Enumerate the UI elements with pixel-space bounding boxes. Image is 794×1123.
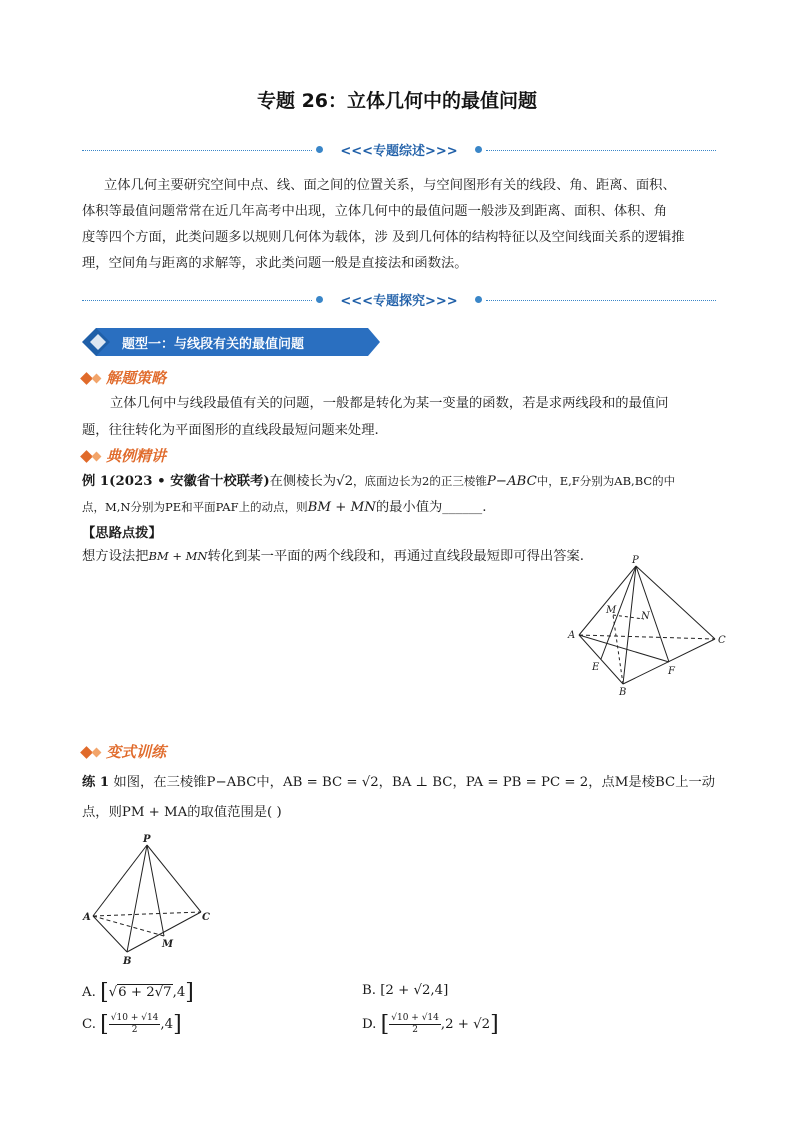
pyramid-figure-2	[80, 830, 220, 970]
section-label-overview: <<<专题综述>>>	[340, 144, 458, 159]
exercise-line-1: 练 1 如图，在三棱锥P−ABC中，AB = BC = √2，BA ⊥ BC，PA = PB = PC = 2，点M是棱BC上一动	[82, 775, 716, 790]
label-P: P	[632, 555, 639, 566]
strategy-line: 立体几何中与线段最值有关的问题，一般都是转化为某一变量的函数，若是求两线段和的最值问	[110, 396, 669, 411]
diamond-icon	[92, 748, 102, 758]
pyramid-figure-1	[560, 552, 730, 702]
intro-line: 度等四个方面，此类问题多以规则几何体为载体，涉 及到几何体的结构特征以及空间线面关系的逻辑推	[82, 230, 685, 245]
label-E: E	[592, 662, 600, 673]
strategy-line: 题，往往转化为平面图形的直线段最短问题来处理.	[82, 423, 379, 438]
intro-paragraph	[82, 173, 712, 277]
option-c[interactable]: C. [ $\frac{√10 + √14}{2}$ ,4]	[82, 1012, 182, 1037]
label-F: F	[668, 666, 675, 677]
label-N: N	[641, 611, 650, 622]
hint-heading: 【思路点拨】	[82, 526, 162, 541]
variant-heading: 变式训练	[82, 741, 166, 762]
section-divider-explore	[82, 290, 716, 310]
fraction: $\frac{√10 + √14}{2}$	[110, 1013, 159, 1035]
diamond-icon	[92, 452, 102, 462]
example-heading: 典例精讲	[82, 445, 166, 466]
option-d[interactable]: D. [ $\frac{√10 + √14}{2}$ ,2 + √2]	[362, 1012, 499, 1037]
topic-banner-text: 题型一：与线段有关的最值问题	[122, 337, 305, 352]
intro-line: 体积等最值问题常常在近几年高考中出现，立体几何中的最值问题一般涉及到距离、面积、体积、角	[82, 204, 668, 219]
label-A: A	[83, 912, 91, 923]
topic-banner	[82, 328, 382, 356]
diamond-icon	[92, 374, 102, 384]
exercise-line-2: 点，则PM + MA的取值范围是( )	[82, 805, 282, 820]
intro-line: 立体几何主要研究空间中点、线、面之间的位置关系，与空间图形有关的线段、角、距离、面积、	[104, 178, 676, 193]
example-line-1: 例 1(2023 • 安徽省十校联考)在侧棱长为√2，底面边长为2的正三棱锥P−ABC中，E,F分别为AB,BC的中	[82, 474, 676, 489]
label-C: C	[718, 635, 726, 646]
page-title: 专题 26：立体几何中的最值问题	[256, 90, 538, 112]
label-B: B	[123, 956, 132, 967]
label-P: P	[143, 834, 151, 845]
example-line-2: 点，M,N分别为PE和平面PAF上的动点，则BM + MN的最小值为______.	[82, 500, 487, 515]
label-M: M	[162, 939, 174, 950]
option-b[interactable]: B. [2 + √2,4]	[362, 983, 449, 998]
hint-text: 想方设法把BM + MN转化到某一平面的两个线段和，再通过直线段最短即可得出答案.	[82, 549, 585, 564]
strategy-heading: 解题策略	[82, 367, 166, 388]
section-label-explore: <<<专题探究>>>	[340, 294, 458, 309]
label-A: A	[568, 630, 576, 641]
label-B: B	[619, 687, 627, 698]
fraction: $\frac{√10 + √14}{2}$	[391, 1013, 439, 1035]
section-divider-overview	[82, 140, 716, 160]
intro-line: 理，空间角与距离的求解等，求此类问题一般是直接法和函数法。	[82, 256, 468, 271]
option-a[interactable]: A. [√6 + 2√7,4]	[82, 980, 194, 1005]
label-M: M	[606, 605, 617, 616]
label-C: C	[202, 912, 210, 923]
strategy-paragraph	[82, 390, 712, 444]
